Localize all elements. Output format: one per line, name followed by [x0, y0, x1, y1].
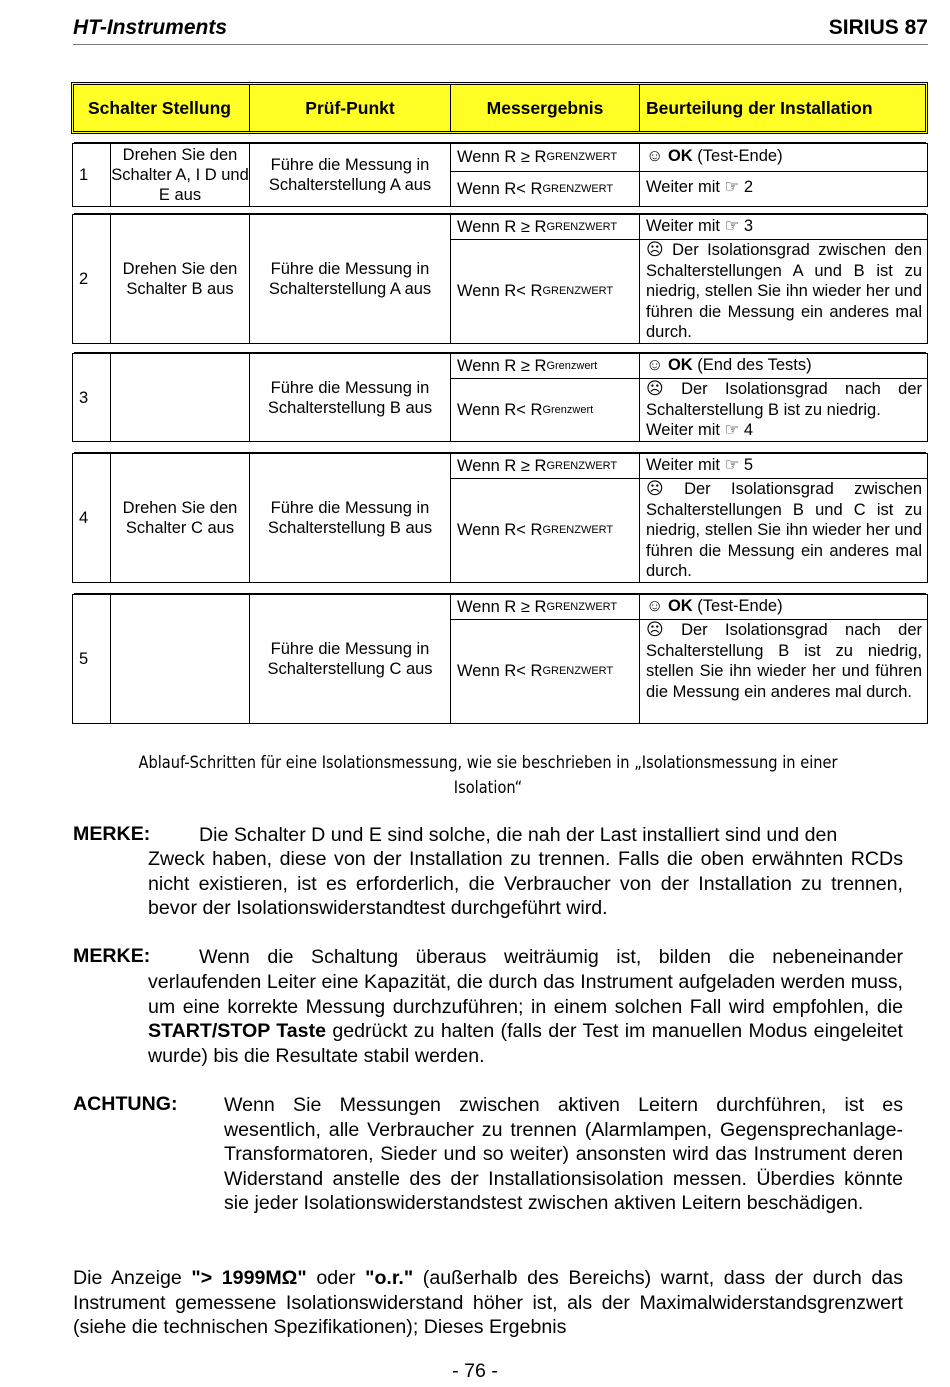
row-number: 5	[73, 595, 111, 723]
condition-lt: Wenn R< R GRENZWERT	[451, 619, 640, 724]
test-point: Führe die Messung in Schalterstellung B aus	[250, 454, 451, 582]
switch-instruction: Drehen Sie den Schalter C aus	[111, 454, 250, 582]
note-label: MERKE:	[73, 945, 151, 967]
header-measurement-result: Messergebnis	[451, 85, 640, 131]
test-point: Führe die Messung in Schalterstellung A aus	[250, 215, 451, 343]
condition-ge: Wenn R ≥ R GRENZWERT	[451, 215, 640, 239]
header-assessment: Beurteilung der Installation	[646, 97, 873, 118]
row-number: 4	[73, 454, 111, 582]
table-row	[72, 143, 928, 207]
result-fail: ☹ Der Isolationsgrad zwischen den Schalterstellungen A und B ist zu niedrig, stellen Sie ihn wieder her und führen die Messung ein anderes mal durch.	[646, 240, 922, 342]
switch-instruction: Drehen Sie den Schalter A, I D und E aus	[111, 146, 249, 204]
note-label: MERKE:	[73, 823, 151, 845]
row-number: 2	[73, 215, 111, 343]
table-caption: Ablauf-Schritten für eine Isolationsmessung, wie sie beschrieben in „Isolationsmessung in einer Isolation“	[138, 753, 838, 798]
condition-ge: Wenn R ≥ R Grenzwert	[451, 354, 640, 378]
test-point: Führe die Messung in Schalterstellung A aus	[250, 144, 451, 206]
condition-ge: Wenn R ≥ R GRENZWERT	[451, 144, 640, 171]
header-switch-position: Schalter Stellung	[74, 85, 250, 131]
switch-instruction: Drehen Sie den Schalter B aus	[111, 215, 250, 343]
header-test-point: Prüf-Punkt	[250, 85, 451, 131]
frown-icon: ☹	[646, 620, 664, 639]
page-header	[73, 14, 928, 45]
table-row	[72, 353, 928, 442]
result-fail: ☹ Der Isolationsgrad nach der Schalterstellung B ist zu niedrig, stellen Sie ihn wieder her und führen die Messung ein anderes mal durch.	[646, 620, 922, 701]
result-continue: Weiter mit ☞ 5	[646, 456, 754, 474]
note2-first-line: Wenn die Schaltung überaus weiträumig ist, bilden die nebeneinander	[199, 946, 903, 968]
condition-lt: Wenn R< R Grenzwert	[451, 378, 640, 442]
condition-lt: Wenn R< R GRENZWERT	[451, 478, 640, 583]
condition-ge: Wenn R ≥ R GRENZWERT	[451, 454, 640, 478]
frown-icon: ☹	[646, 240, 664, 259]
result-fail: ☹ Der Isolationsgrad nach der Schalterstellung B ist zu niedrig. Weiter mit ☞ 4	[646, 379, 922, 440]
frown-icon: ☹	[646, 379, 664, 398]
condition-ge: Wenn R ≥ R GRENZWERT	[451, 595, 640, 619]
smiley-icon: ☺	[646, 355, 664, 374]
header-model: SIRIUS 87	[828, 16, 928, 39]
warning-label: ACHTUNG:	[73, 1093, 178, 1115]
header-brand: HT-Instruments	[73, 16, 228, 39]
result-continue: Weiter mit ☞ 2	[646, 178, 754, 196]
switch-instruction	[111, 595, 250, 723]
table-row	[72, 214, 928, 344]
display-note: Die Anzeige "> 1999MΩ" oder "o.r." (außerhalb des Bereichs) warnt, dass der durch das Instrument gemessene Isolationswiderstand höher ist, als der Maximalwiderstandsgrenzwert (siehe die technischen Spezifikationen); Dieses Ergebnis	[73, 1267, 903, 1339]
row-number: 1	[73, 144, 111, 206]
table-row	[72, 594, 928, 724]
condition-lt: Wenn R< R GRENZWERT	[451, 171, 640, 207]
smiley-icon: ☺	[646, 596, 664, 615]
result-ok: ☺ OK (Test-Ende)	[646, 146, 783, 165]
note1-first-line: Die Schalter D und E sind solche, die nah der Last installiert sind und den	[199, 824, 838, 846]
frown-icon: ☹	[646, 479, 664, 498]
result-continue: Weiter mit ☞ 3	[646, 217, 754, 235]
warning-body: Wenn Sie Messungen zwischen aktiven Leitern durchführen, ist es wesentlich, alle Verbraucher zu trennen (Alarmlampen, Gegensprechanlage-Transformatoren, Sieder und so weiter) ansonsten wird das Instrument deren Widerstand anstelle des der Installationsisolation messen. Überdies könnte sie jeder Isolationswiderstandstest zwischen aktiven Leitern beschädigen.	[224, 1094, 903, 1215]
test-point: Führe die Messung in Schalterstellung C aus	[250, 595, 451, 723]
table-row	[72, 453, 928, 583]
smiley-icon: ☺	[646, 146, 664, 165]
result-ok: ☺ OK (End des Tests)	[646, 355, 812, 374]
table-header	[71, 82, 928, 134]
page-number: - 76 -	[452, 1360, 498, 1382]
note1-body: Zweck haben, diese von der Installation zu trennen. Falls die oben erwähnten RCDs nicht existieren, ist es erforderlich, die Verbraucher von der Installation zu trennen, bevor der Isolationswiderstandtest durchgeführt wird.	[148, 848, 903, 920]
result-fail: ☹ Der Isolationsgrad zwischen Schalterstellungen B und C ist zu niedrig, stellen Sie ihn wieder her und führen die Messung ein anderes mal durch.	[646, 479, 922, 581]
switch-instruction	[111, 354, 250, 441]
row-number: 3	[73, 354, 111, 441]
result-ok: ☺ OK (Test-Ende)	[646, 596, 783, 615]
test-point: Führe die Messung in Schalterstellung B aus	[250, 354, 451, 441]
condition-lt: Wenn R< R GRENZWERT	[451, 239, 640, 344]
note2-body: verlaufenden Leiter eine Kapazität, die durch das Instrument aufgeladen werden muss, um eine korrekte Messung durchzuführen; in einem solchen Fall wird empfohlen, die START/STOP Taste gedrückt zu halten (falls der Test im manuellen Modus eingeleitet wurde) bis die Resultate stabil werden.	[148, 971, 903, 1067]
